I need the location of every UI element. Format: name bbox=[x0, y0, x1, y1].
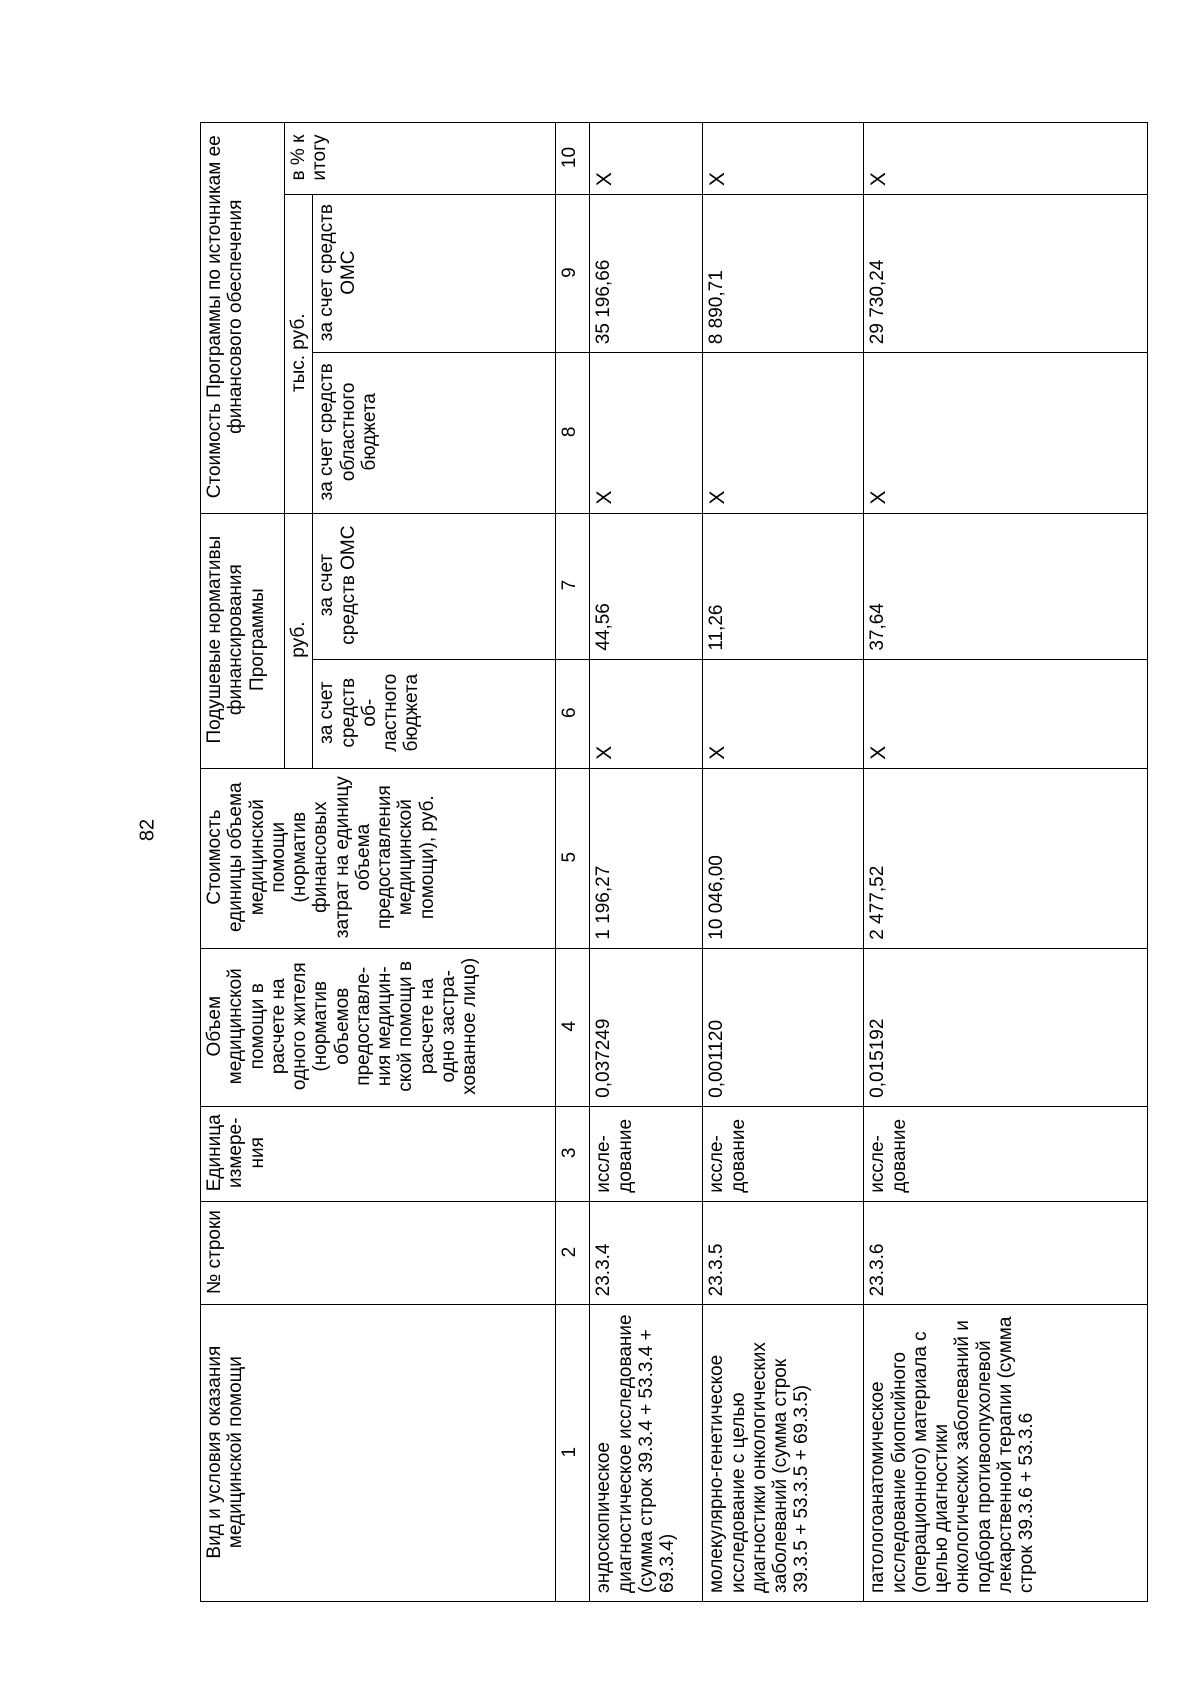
header-unit-cost: Стоимость единицы объема медицинской помощи (норматив финансовых затрат на единицу объема предоставления медицинской помощи), руб. bbox=[201, 768, 556, 948]
table-row bbox=[590, 123, 703, 1602]
row-unit: иссле-дование bbox=[703, 1106, 864, 1201]
row-percent: X bbox=[590, 123, 703, 195]
header-regional-budget: за счет средств об-ластного бюджета bbox=[313, 659, 556, 768]
row-regional-budget: X bbox=[590, 659, 703, 768]
row-oms-cost: 29 730,24 bbox=[864, 195, 1148, 353]
row-unit: иссле-дование bbox=[864, 1106, 1148, 1201]
col-number: 7 bbox=[556, 513, 590, 659]
financing-table bbox=[200, 122, 1148, 1602]
column-number-row bbox=[556, 123, 590, 1602]
row-name: патологоанатомическое исследование биопсийного (операционного) материала с целью диагностики онкологических заболеваний и подбора противоопухолевой лекарственной терапии (сумма строк 39.3.6 + 53.3.6 bbox=[864, 1305, 1148, 1602]
row-line-number: 23.3.5 bbox=[703, 1201, 864, 1305]
header-unit: Единица измере-ния bbox=[201, 1106, 556, 1201]
row-oms-cost: 35 196,66 bbox=[590, 195, 703, 353]
col-number: 4 bbox=[556, 948, 590, 1106]
col-number: 2 bbox=[556, 1201, 590, 1305]
row-regional-budget-cost: X bbox=[703, 353, 864, 513]
row-name: эндоскопическое диагностическое исследование (сумма строк 39.3.4 + 53.3.4 + 69.3.4) bbox=[590, 1305, 703, 1602]
row-regional-budget: X bbox=[864, 659, 1148, 768]
header-per-capita-unit: руб. bbox=[285, 513, 313, 768]
col-number: 3 bbox=[556, 1106, 590, 1201]
row-oms: 11,26 bbox=[703, 513, 864, 659]
row-regional-budget: X bbox=[703, 659, 864, 768]
col-number: 5 bbox=[556, 768, 590, 948]
header-kind: Вид и условия оказания медицинской помощи bbox=[201, 1305, 556, 1602]
col-number: 9 bbox=[556, 195, 590, 353]
header-program-cost-unit: тыс. руб. bbox=[285, 195, 313, 513]
row-regional-budget-cost: X bbox=[864, 353, 1148, 513]
header-percent: в % к итогу bbox=[285, 123, 556, 195]
row-line-number: 23.3.4 bbox=[590, 1201, 703, 1305]
page-number: 82 bbox=[136, 818, 159, 842]
header-per-capita-group: Подушевые нормативы финансирования Программы bbox=[201, 513, 285, 768]
table-row bbox=[703, 123, 864, 1602]
header-row-1 bbox=[201, 123, 285, 1602]
header-regional-budget-cost: за счет средств областного бюджета bbox=[313, 353, 556, 513]
row-unit: иссле-дование bbox=[590, 1106, 703, 1201]
header-line-number: № строки bbox=[201, 1201, 556, 1305]
col-number: 6 bbox=[556, 659, 590, 768]
row-regional-budget-cost: X bbox=[590, 353, 703, 513]
row-percent: X bbox=[864, 123, 1148, 195]
header-volume: Объем медицинской помощи в расчете на одного жителя (норматив объемов предоставле-ния медицин-ской помощи в расчете на одно застра-хованное лицо) bbox=[201, 948, 556, 1106]
row-oms-cost: 8 890,71 bbox=[703, 195, 864, 353]
row-unit-cost: 2 477,52 bbox=[864, 768, 1148, 948]
row-volume: 0,001120 bbox=[703, 948, 864, 1106]
col-number: 10 bbox=[556, 123, 590, 195]
col-number: 1 bbox=[556, 1305, 590, 1602]
row-unit-cost: 10 046,00 bbox=[703, 768, 864, 948]
header-oms: за счет средств ОМС bbox=[313, 513, 556, 659]
row-oms: 44,56 bbox=[590, 513, 703, 659]
header-oms-cost: за счет средств ОМС bbox=[313, 195, 556, 353]
header-program-cost-group: Стоимость Программы по источникам ее финансового обеспечения bbox=[201, 123, 285, 514]
table-row bbox=[864, 123, 1148, 1602]
row-percent: X bbox=[703, 123, 864, 195]
row-line-number: 23.3.6 bbox=[864, 1201, 1148, 1305]
row-volume: 0,015192 bbox=[864, 948, 1148, 1106]
row-oms: 37,64 bbox=[864, 513, 1148, 659]
row-name: молекулярно-генетическое исследование с целью диагностики онкологических заболеваний (сумма строк 39.3.5 + 53.3.5 + 69.3.5) bbox=[703, 1305, 864, 1602]
row-unit-cost: 1 196,27 bbox=[590, 768, 703, 948]
col-number: 8 bbox=[556, 353, 590, 513]
row-volume: 0,037249 bbox=[590, 948, 703, 1106]
rotated-table-wrapper bbox=[200, 122, 1143, 1602]
